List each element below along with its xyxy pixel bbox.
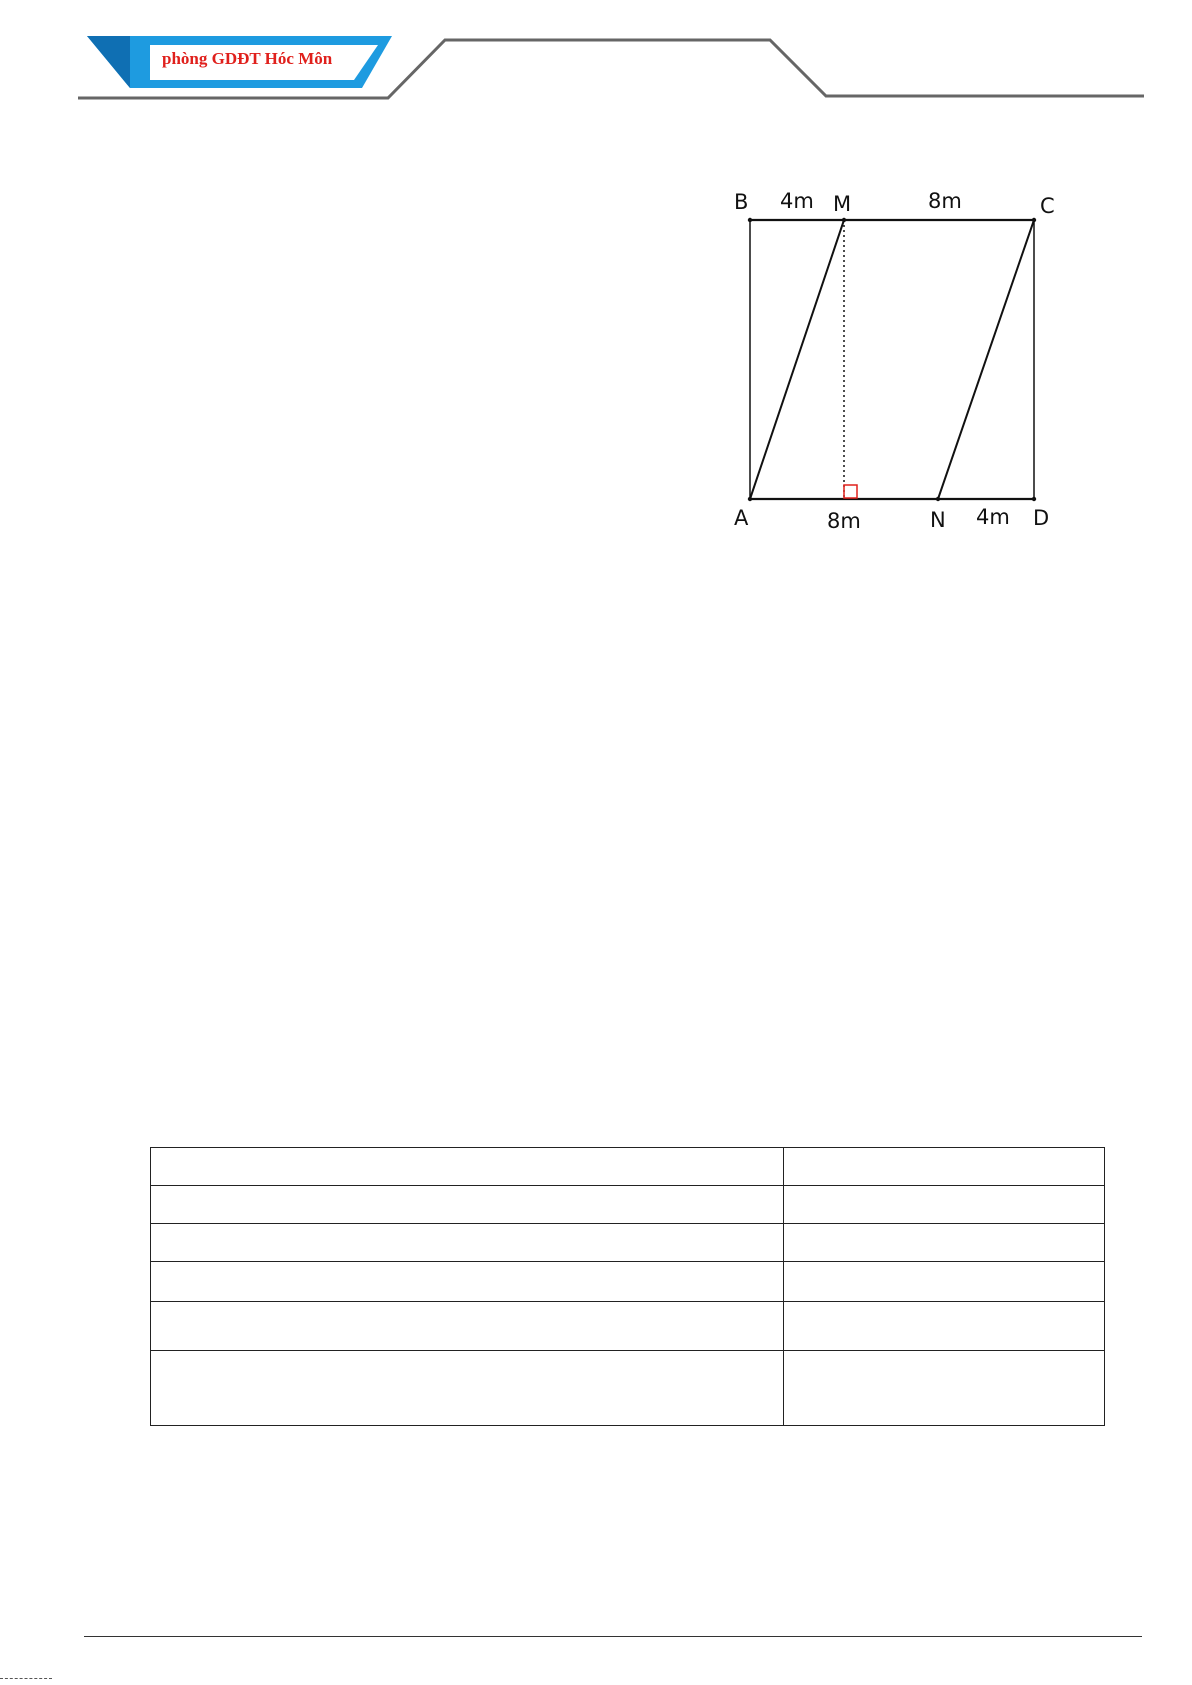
table-cell [784,1148,1105,1186]
segment-nc [938,220,1034,499]
page-corner-mark [0,1678,52,1679]
table-cell [784,1262,1105,1302]
table-row [151,1302,1105,1351]
label-c: C [1040,194,1055,218]
geometry-figure [720,180,1080,545]
table-cell [151,1262,784,1302]
footer-rule [84,1636,1142,1637]
table-cell [151,1302,784,1351]
label-length-an: 8m [827,509,861,533]
label-length-bm: 4m [780,189,814,213]
answer-table [150,1147,1105,1426]
table-cell [784,1224,1105,1262]
vertex-m-dot [842,218,846,222]
label-length-mc: 8m [928,189,962,213]
segment-am [750,220,844,499]
table-cell [784,1186,1105,1224]
vertex-c-dot [1032,218,1036,222]
table-cell [151,1148,784,1186]
vertex-n-dot [936,497,940,501]
label-m: M [833,192,852,216]
table-cell [784,1302,1105,1351]
label-d: D [1033,506,1050,530]
logo-text: phòng GDĐT Hóc Môn [162,49,333,68]
label-a: A [734,506,749,530]
vertex-d-dot [1032,497,1036,501]
table-row [151,1351,1105,1426]
table-cell [151,1186,784,1224]
label-b: B [734,190,749,214]
table-cell [151,1224,784,1262]
right-angle-marker [844,485,857,498]
vertex-b-dot [748,218,752,222]
label-n: N [930,508,946,532]
table-row [151,1148,1105,1186]
logo-ribbon-fold [87,36,130,88]
figure-drawing [720,180,1080,540]
label-length-nd: 4m [976,505,1010,529]
vertex-a-dot [748,497,752,501]
table-row [151,1262,1105,1302]
table-row [151,1224,1105,1262]
table-row [151,1186,1105,1224]
table-cell [151,1351,784,1426]
table-cell [784,1351,1105,1426]
